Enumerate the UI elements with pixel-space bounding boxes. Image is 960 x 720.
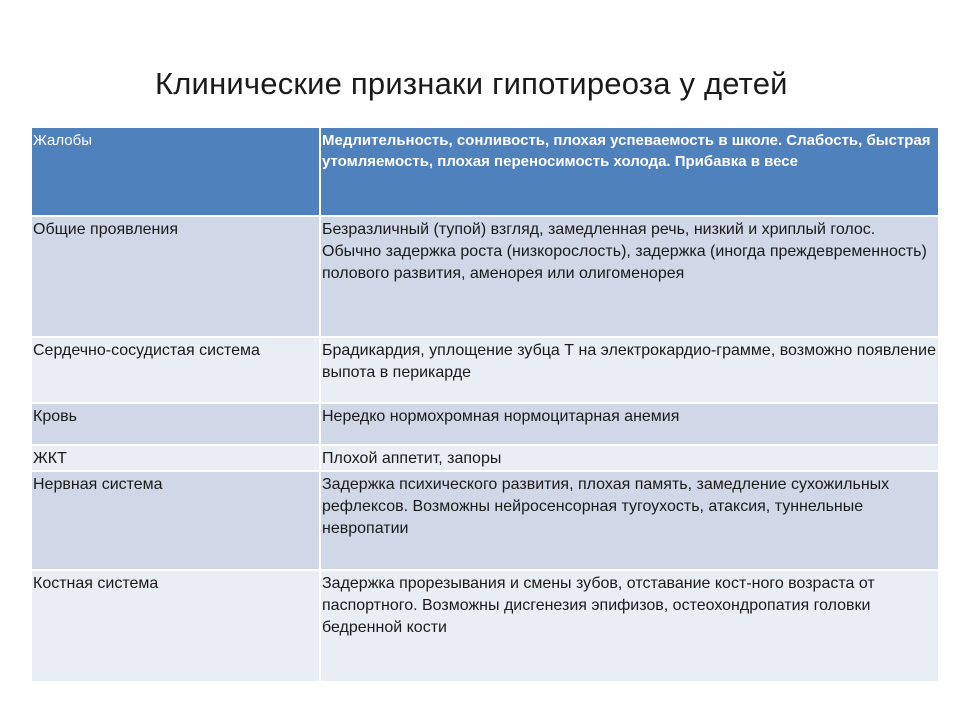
table-row-complaints xyxy=(32,128,939,216)
table-row-nervous xyxy=(32,471,939,570)
row-description: Брадикардия, уплощение зубца Т на электрокардио-грамме, возможно появление выпота в перикарде xyxy=(320,337,939,403)
row-label: Жалобы xyxy=(32,128,320,216)
row-label: ЖКТ xyxy=(32,445,320,471)
row-label: Костная система xyxy=(32,570,320,682)
slide-title: Клинические признаки гипотиреоза у детей xyxy=(155,66,788,101)
table-row-cardiovascular xyxy=(32,337,939,403)
table-row-gi xyxy=(32,445,939,471)
table-row-blood xyxy=(32,403,939,445)
row-label: Сердечно-сосудистая система xyxy=(32,337,320,403)
row-description: Медлительность, сонливость, плохая успеваемость в школе. Слабость, быстрая утомляемость, плохая переносимость холода. Прибавка в весе xyxy=(320,128,939,216)
row-description: Задержка психического развития, плохая память, замедление сухожильных рефлексов. Возможны нейросенсорная тугоухость, атаксия, туннельные невропатии xyxy=(320,471,939,570)
table-row-general xyxy=(32,216,939,337)
symptoms-table xyxy=(32,128,940,683)
row-label: Общие проявления xyxy=(32,216,320,337)
table-row-skeletal xyxy=(32,570,939,682)
row-label: Кровь xyxy=(32,403,320,445)
row-description: Безразличный (тупой) взгляд, замедленная речь, низкий и хриплый голос. Обычно задержка роста (низкорослость), задержка (иногда преждевременность) полового развития, аменорея или олигоменорея xyxy=(320,216,939,337)
row-label: Нервная система xyxy=(32,471,320,570)
row-description: Задержка прорезывания и смены зубов, отставание кост-ного возраста от паспортного. Возможны дисгенезия эпифизов, остеохондропатия головки бедренной кости xyxy=(320,570,939,682)
row-description: Плохой аппетит, запоры xyxy=(320,445,939,471)
row-description: Нередко нормохромная нормоцитарная анемия xyxy=(320,403,939,445)
